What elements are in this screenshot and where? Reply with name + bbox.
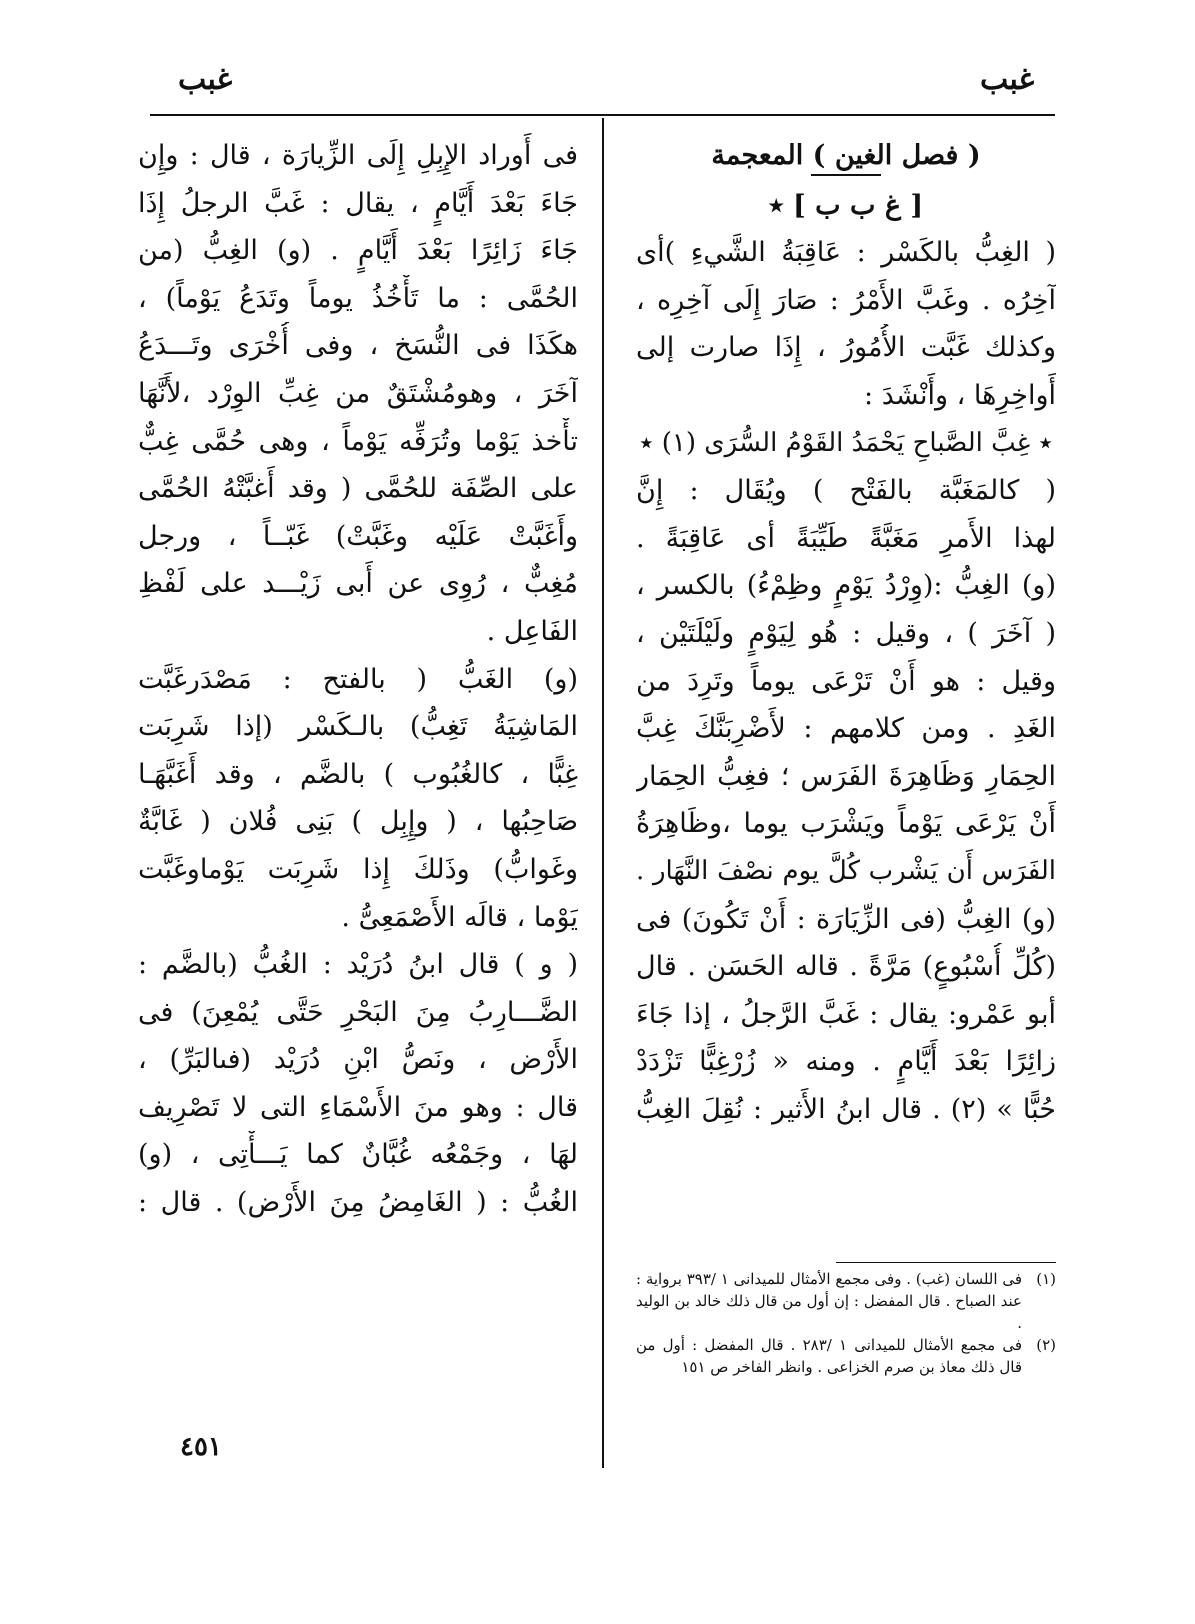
footnote-1 (636, 1268, 1056, 1334)
text-line: (و) الغِبُّ (فى الزِّيَارَة : أَنْ تَكُونَ) فى (636, 903, 1056, 935)
text-line: وغَوابُّ) وذَلكَ إِذا شَرِبَت يَوْماوغَبَّت (138, 853, 578, 885)
header-root-left: غبب (178, 62, 233, 97)
text-line: فى أَوراد الإِبِلِ إِلَى الزِّيارَة ، قال : وإِن (138, 140, 578, 171)
text-line: الأَرْض ، ونَصُّ ابْنِ دُرَيْد (فىالبَرِّ) ، (138, 1044, 578, 1076)
text-line: ( كالمَغَبَّة بالفَتْح ) ويُقَال : إِنَّ (636, 475, 1056, 507)
page-number: ٤٥١ (180, 1432, 222, 1462)
header-rule (150, 114, 1055, 116)
text-line: الفَاعِل . (486, 615, 578, 647)
text-line: يَوْما ، قالَه الأَصْمَعِىُّ . (341, 901, 578, 933)
text-line: الضَّـــارِبُ مِنَ البَحْرِ حَتَّى يُمْعِنَ) فى (138, 996, 578, 1028)
text-line: الحِمَارِ وَظَاهِرَةَ الفَرَس ؛ فغِبُّ الحِمَار (636, 760, 1056, 792)
header-root-right: غبب (980, 62, 1035, 97)
right-column (636, 132, 1056, 1133)
text-line: (و) الغَبُّ ( بالفتح : مَصْدَرغَبَّت (138, 663, 578, 695)
text-line: آخَرَ ، وهومُشْتَقٌ من غِبِّ الوِرْد ،لأَنَّهَا (138, 377, 578, 409)
text-line: آخِرُه . وغَبَّ الأَمْرُ : صَارَ إِلَى آخِرِه ، (636, 284, 1056, 316)
text-line: مُغِبٌّ ، رُوِى عن أَبى زَيْـــد على لَفْظِ (138, 568, 578, 600)
text-line: المَاشِيَةُ تَغِبُّ) بالـكَسْر (إذا شَرِبَت (138, 711, 578, 743)
text-line: أبو عَمْرو: يقال : غَبَّ الرَّجلُ ، إذا جَاءَ (636, 998, 1056, 1030)
text-line: قال : وهو منَ الأَسْمَاءِ التى لا تَصْرِيف (138, 1091, 578, 1123)
footnote-text: فى اللسان (غب) . وفى مجمع الأمثال للميدانى ١ /٣٩٣ برواية : عند الصباح . قال المفضل : إن أول من قال ذلك خالد بن الوليد . (636, 1270, 1022, 1332)
text-line: وكذلك غَبَّت الأُمُورُ ، إِذَا صارت إلى (636, 332, 1056, 364)
left-column (138, 132, 578, 1227)
footnote-text: فى مجمع الأمثال للميدانى ١ /٢٨٣ . قال المفضل : أول من قال ذلك معاذ بن صرم الخزاعى . وانظر الفاخر ص ١٥١ (636, 1336, 1023, 1376)
text-line: أَواخِرِهَا ، وأَنْشَدَ : (864, 379, 1056, 411)
text-line: هكَذَا فى النُّسَخ ، وفى أُخْرَى وتَـــدَعُ (138, 330, 578, 362)
text-line: حُبًّا » (٢) . قال ابنُ الأَثير : نُقِلَ الغِبُّ (636, 1093, 1056, 1125)
footnotes (636, 1268, 1056, 1378)
text-line: تأْخذ يَوْما وتُرَفِّه يَوْماً ، وهى حُمَّى غِبٌّ (138, 425, 578, 457)
text-line: الغُبُّ : ( الغَامِضُ مِنَ الأَرْض) . قال : (138, 1187, 578, 1219)
text-line: زائِرًا بَعْدَ أَيَّامٍ . ومنه « زُرْغِبًّا تَزْدَدْ (636, 1046, 1056, 1078)
text-line: على الصِّفَة للحُمَّى ( وقد أَغبَّتْهُ الحُمَّى (138, 473, 578, 505)
text-line: جَاءَ بَعْدَ أَيَّامٍ ، يقال : غَبَّ الرجلُ إِذَا (138, 187, 578, 219)
text-line: أَنْ يَرْعَى يَوْماً ويَشْرَب يوما ،وظَاهِرَةُ (636, 808, 1056, 840)
text-line: ( و ) قال ابنُ دُرَيْد : الغُبُّ (بالضَّم : (138, 949, 578, 981)
text-line: لهذا الأَمرِ مَغَبَّةً طَيِّبَةً أى عَاقِبَةً . (636, 522, 1056, 554)
footnote-number: (٢) (1036, 1336, 1056, 1354)
text-line: (و) الغِبُّ :(وِرْدُ يَوْمٍ وظِمْءُ) بالكسر ، (636, 570, 1056, 602)
section-heading: ( فصل الغين ) المعجمة (711, 140, 981, 171)
text-line: جَاءَ زَائِرًا بَعْدَ أَيَّامٍ . (و) الغِبُّ (من (138, 235, 578, 267)
footnote-2 (636, 1334, 1056, 1378)
text-line: الغَدِ . ومن كلامهم : لأَضْرِبَنَّكَ غِبَّ (636, 713, 1056, 745)
text-line: الفَرَس أَن يَشْرب كُلَّ يوم نصْفَ النَّهَار . (636, 855, 1056, 886)
text-line: ( آخَرَ ) ، وقيل : هُو لِيَوْمٍ ولَيْلَتَيْن ، (636, 617, 1056, 649)
text-line: صَاحِبُها ، ( وإِبِل ) بَنِى فُلان ( غَابَّةٌ (138, 806, 578, 838)
footnote-rule (836, 1262, 1056, 1263)
column-divider (602, 118, 604, 1468)
root-heading: [ غ ب ب ] ٭ (768, 189, 924, 221)
text-line: وأَغَبَّتْ عَلَيْه وغَبَّتْ) غَبّــاً ، ورجل (138, 520, 578, 552)
text-line: وقيل : هو أَنْ تَرْعَى يوماً وتَرِدَ من (636, 665, 1056, 697)
text-line: الحُمَّى : ما تَأْخُذُ يوماً وتَدَعُ يَوْماً) ، (138, 282, 578, 314)
footnote-number: (١) (1036, 1270, 1056, 1288)
text-line: (كُلِّ أُسْبُوعٍ) مَرَّةً . قاله الحَسَن . قال (636, 951, 1056, 983)
verse-line: ٭ غِبَّ الصَّباحِ يَحْمَدُ القَوْمُ السُّرَى (١) ٭ (639, 427, 1053, 458)
text-line: غِبًّا ، كالغُبُوب ) بالضَّم ، وقد أَغَبَّهَـا (138, 758, 578, 790)
text-line: ( الغِبُّ بالكَسْر : عَاقِبَةُ الشَّيءِ )أى (636, 237, 1056, 269)
text-line: لهَا ، وجَمْعُه غُبَّانٌ كما يَـــأْتِى ، (و) (138, 1139, 578, 1171)
